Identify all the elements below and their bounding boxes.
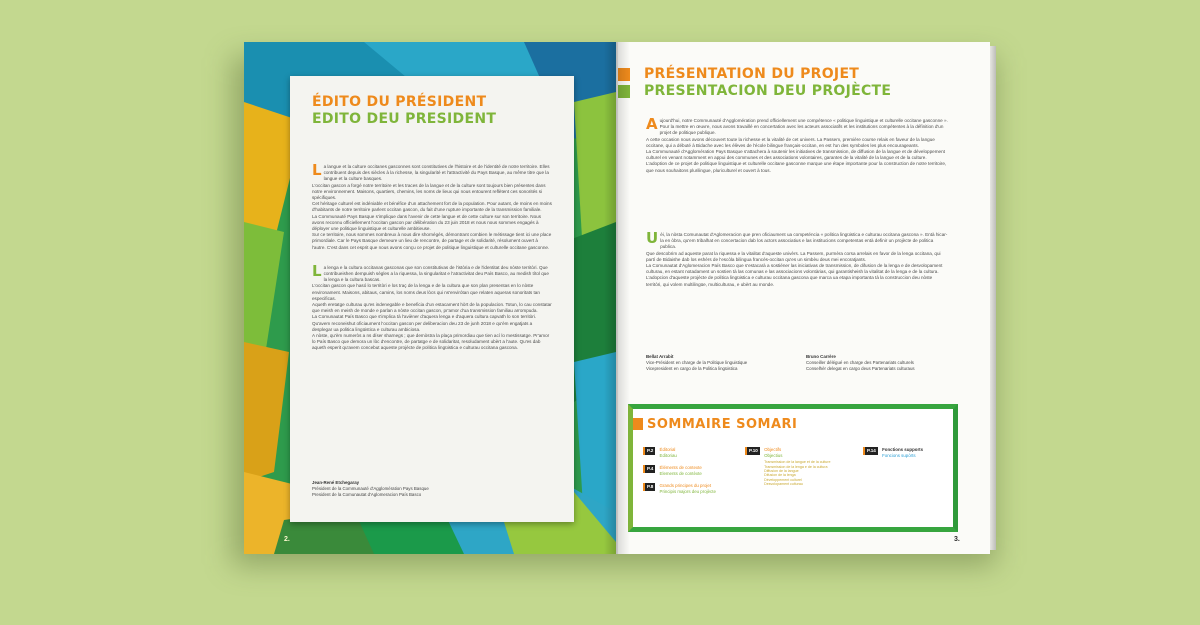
sub-item: Transmission de la lenga e de la cultura xyxy=(764,464,828,469)
edito-fr-p3: Cet héritage culturel est indéniable et bénéfice d'un attachement fort de la population. Pour autant, de moins en moins d'habitants de notre territoire parlent occitan gascon, du fait d'une rupture importante de la transmission familiale. xyxy=(312,201,552,213)
title-accent-bar xyxy=(618,68,630,81)
summary-entry-p14[interactable] xyxy=(863,447,923,458)
edito-oc-p1: a lenga e la cultura occitanas gasconas que son constitutivas de l'istòria e de l'identitat deu nòste territòri. Que contribueishen dempuish sègles a la riquessa, la singularitat e l'atractivitat deu País Basco, au medish títol que la lenga e la cultura bascas. xyxy=(323,264,549,283)
entry-label-oc: Foncions supòrts xyxy=(882,452,916,458)
signature-name: Jean-René Etchegaray xyxy=(312,480,360,485)
edito-fr-p2: L'occitan gascon a forgé notre territoire et les traces de la langue et de la culture sont toujours bien présentes dans notre environnement. Maisons, quartiers, chemins, les noms de lieux qui nous entourent reflètent ces sonorités si spécifiques. xyxy=(312,182,546,201)
edito-fr-p5: Sur ce territoire, nous sommes nombreux à nous dire shornégés, démontrant combien le métissage tient ici une place primordiale. Car le Pays Basque demeure un lieu de rencontre, de partage et de solidarité, résolument ouvert à l'autre. C'est dans cet esprit que nous avons conçu ce projet de politique linguistique et culturelle occitane gasconne. xyxy=(312,232,552,250)
page-badge: P.2 xyxy=(643,447,655,455)
page-badge: P.10 xyxy=(745,447,760,455)
drop-cap: L xyxy=(312,161,322,179)
objectives-sublist xyxy=(764,460,830,486)
entry-label-oc: Principis majors deu projècte xyxy=(659,488,716,494)
edito-title-fr: ÉDITO DU PRÉSIDENT xyxy=(312,94,487,110)
edito-body-fr xyxy=(312,161,552,251)
edito-oc-p3: Aqueth eretatge culturau qu'es indenegable e beneficia d'un estacament hòrt de la populacion. Totun, lo cau constatar que meish en meish de monde e parlan a nòste occitan gascon, pr'amor d'ua transmission familiau arrompuda. xyxy=(312,302,552,314)
entry-label-fr: Grands principes du projet xyxy=(659,483,712,488)
presentation-fr-p1: ujourd'hui, notre Communauté d'Agglomération prend officiellement une compétence « politique linguistique et culturelle occitane gasconne ». Pour la mettre en œuvre, nous avons travaillé en concertation avec les acteurs associatifs et les institutions compétentes à la définition d'un projet de politique publique. xyxy=(659,118,948,136)
right-page xyxy=(616,42,990,554)
presentation-oc-p4: L'adopcion d'aqueste projècte de politica lingüistica e culturau occitana gascona que marca ua etapa importanta tà la construccion deu nòste territòri, qui volem multilingüe, multiculturau, e ubèrt au monde. xyxy=(646,275,933,287)
brochure-spread xyxy=(244,42,990,554)
presentation-oc-p2: Que descobrim ad aqueste parat la riquessa e la vitalitat d'aqueste univèrs. La Passem, purmèra corsa arrelais en favor de la lenga occitana, qui partí de Bidaishe dab los eshèrs de l'escòla bilingua francés-occitan qu'es un simbèu deus mei encoratjants. xyxy=(646,250,941,262)
edito-oc-p4: La Comunautat País Basco que s'implica tà l'avièner d'aquera lenga e d'aquera cultura capvath lo son territòri. Qu'avem reconeishut oficiaument l'occitan gascon per deliberacion deu 23 de junh 2018 e qu'èm engatjats a desplegar ua politica lingüistica e culturau ambiciosa. xyxy=(312,314,537,332)
edito-oc-p2: L'occitan gascon que hasó lo territòri e los traç de la lenga e de la cultura que son plan presentas en lo nòste environament. Maisons, abitaus, camins, los noms deus lòcs qui ns'envirótan que relaten aqueras sonoritats tan especificas. xyxy=(312,283,540,301)
presentation-body-fr xyxy=(646,115,948,174)
edito-title-oc: EDITO DEU PRESIDENT xyxy=(312,111,497,127)
edito-body-oc xyxy=(312,261,552,352)
sub-item: Desvolopament culturau xyxy=(764,482,803,487)
edito-fr-p4: La Communauté Pays Basque s'implique dans l'avenir de cette langue et de cette culture sur son territoire. Nous avons reconnu officiellement l'occitan gascon par délibération du 23 juin 2018 et nous nous sommes engagés à déployer une politique linguistique et culturelle ambitieuse. xyxy=(312,213,542,232)
summary-entry-p10[interactable] xyxy=(745,447,830,487)
drop-cap: L xyxy=(312,261,322,280)
entry-label-oc: Objectius xyxy=(764,452,783,458)
entry-label-fr: Objectifs xyxy=(764,447,782,452)
entry-label-oc: Elements de contèxte xyxy=(659,470,702,476)
presentation-oc-p3: La Comunautat d'Aglomeracion País Basco que s'estacarà a sostiéner las iniciativas de transmission, de difusion de la lenga e de desvolopament culturau, en estant notadament un sostien tà las comunas e las associacions volontàrias, qui garantisheish la vitalitat de la lenga e de la cultura. xyxy=(646,263,943,275)
sig2-role-fr: Conseiller délégué en charge des Partenariats culturels xyxy=(806,359,914,365)
presentation-oc-p1: èi, la nòsta Comunautat d'Aglomeracion que pren oficiaument ua competéncia « politica lingüistica e culturau occitana gascona ». Entà hicar-la en òbra, qu'em tribalhat en concertacion dab los actors associatius e las institucions competentas entà definir un projècte de politica publica. xyxy=(660,232,948,250)
entry-label-oc: Editoriau xyxy=(659,452,677,458)
presentation-title-oc: PRESENTACION DEU PROJÈCTE xyxy=(644,83,892,99)
sig2-name: Bruno Carrère xyxy=(806,354,836,359)
sub-item: Développement culturel xyxy=(764,477,802,482)
presentation-fr-p3: La Communauté d'Agglomération Pays Basque s'attachera à soutenir les initiatives de transmission, de diffusion de la langue et de développement culturel en venant notamment en appui des communes et des associations volontaires, garantes de la vitalité de la langue et de la culture. xyxy=(646,149,945,161)
presentation-fr-p2: A cette occasion nous avons découvert toute la richesse et la vitalité de cet univers. La Passem, première course relais en faveur de la langue occitane, qui a débuté à Bidache avec les élèves de l'école bilingue français-occitan, en est l'un des symboles les plus encourageants. xyxy=(646,136,935,148)
president-signature xyxy=(312,480,429,497)
drop-cap: U xyxy=(646,229,659,247)
signature-role-fr: Président de la Communauté d'Agglomération Pays Basque xyxy=(312,485,429,491)
summary-box xyxy=(628,404,958,532)
signature-councillor xyxy=(806,354,956,371)
presentation-fr-p4: L'adoption de ce projet de politique linguistique et culturelle occitane gasconne marque une étape importante pour la construction de notre territoire, que nous souhaitons plurilingue, pluriculturel et ouvert à tous. xyxy=(646,161,947,173)
edito-fr-p1: a langue et la culture occitanes gasconnes sont constitutives de l'histoire et de l'identité de notre territoire. Elles contribuent depuis des siècles à la richesse, la singularité et l'attractivité du Pays Basque, au même titre que la langue et la culture basques. xyxy=(323,164,550,182)
page-badge: P.8 xyxy=(643,483,655,491)
sig1-role-oc: Vicepresident en cargo de la Politica lingüistica xyxy=(646,365,738,371)
drop-cap: A xyxy=(646,115,658,133)
summary-title: SOMMAIRE SOMARI xyxy=(647,417,798,432)
sub-item: Transmission de la langue et de la culture xyxy=(764,460,831,465)
entry-label-fr: Éditorial xyxy=(659,447,676,452)
entry-label-fr: Éléments de contexte xyxy=(659,465,702,470)
presentation-title-fr: PRÉSENTATION DU PROJET xyxy=(644,66,860,82)
signature-role-oc: President de la Comunautat d'Aglomeracion País Basco xyxy=(312,491,422,497)
edito-oc-p5: A nòste, qu'èm numeròs a ns díser sharnegs ; que demòstra la plaça primordiau que tien ací lo mestissatge. Pr'amor lo País Basco que demora un lòc d'encontre, de partatge e de solidaritat, resoludament ubèrt a l'aute. Qu'es dab aqueth esperit qu'avem concebut aqueste projècte de politica lingüistica e culturau occitana gascona. xyxy=(312,333,550,351)
page-number-right: 3. xyxy=(954,536,960,543)
summary-accent-bar xyxy=(633,418,643,430)
presentation-body-oc xyxy=(646,229,948,288)
title-accent-bar xyxy=(618,85,630,98)
sig2-role-oc: Conselhèr delegat en cargo deus Partenariats culturaus xyxy=(806,365,915,371)
sub-item: Difusion de la lenga xyxy=(764,473,796,478)
page-number-left: 2. xyxy=(284,536,290,543)
signature-vice-president xyxy=(646,354,796,371)
page-badge: P.14 xyxy=(863,447,878,455)
page-badge: P.4 xyxy=(643,465,655,473)
sig1-role-fr: Vice-Président en charge de la Politique linguistique xyxy=(646,359,748,365)
summary-entry-p2[interactable] xyxy=(643,447,677,458)
left-page xyxy=(244,42,616,554)
summary-entry-p4[interactable] xyxy=(643,465,702,476)
edito-card xyxy=(290,76,574,522)
entry-label-fr: Fonctions supports xyxy=(882,447,924,452)
sig1-name: Bellat Arrabit xyxy=(646,354,674,359)
summary-entry-p8[interactable] xyxy=(643,483,716,494)
sub-item: Diffusion de la langue xyxy=(764,469,799,473)
